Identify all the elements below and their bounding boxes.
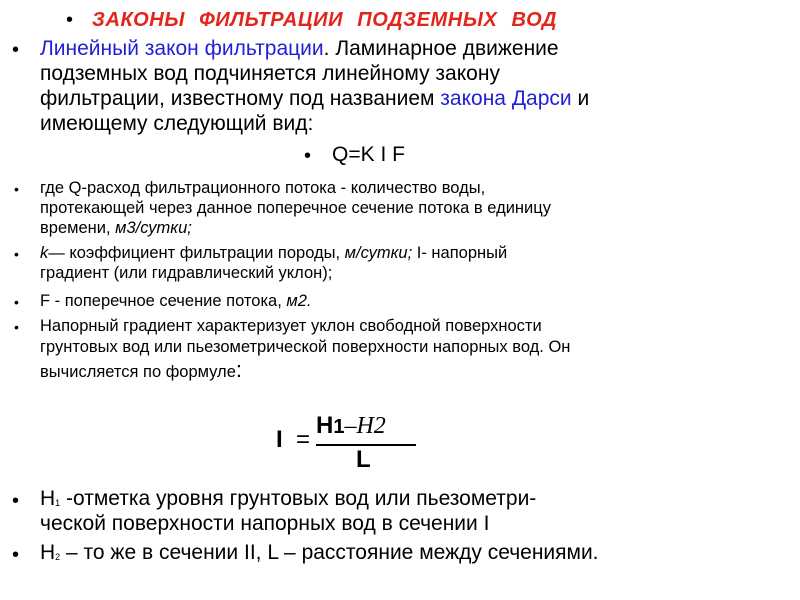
h1-symbol: H [40, 487, 56, 510]
formula-numerator [316, 412, 386, 440]
h2-bullet: • [12, 544, 20, 566]
q-def-line-1: где Q-расход фильтрационного потока - количество воды, [40, 179, 486, 197]
q-def-line-3 [40, 218, 192, 238]
gradient-line-3-text: вычисляется по формуле [40, 363, 236, 381]
formula-h2: H2 [356, 413, 386, 439]
intro-line-3-b: и [571, 87, 590, 110]
title-bullet: • [66, 9, 74, 31]
formula-lhs: I [276, 426, 283, 453]
gradient-line-2: грунтовых вод или пьезометрической поверхности напорных вод. Он [40, 338, 571, 356]
k-def-bullet: • [14, 246, 19, 262]
k-def-line-2: градиент (или гидравлический уклон); [40, 264, 333, 282]
q-unit: м3/сутки; [115, 219, 192, 237]
intro-line-3 [40, 87, 589, 111]
f-def-line [40, 291, 311, 311]
k-def-line-1 [40, 243, 507, 263]
intro-line-1-rest: . Ламинарное движение [323, 37, 559, 60]
h1-subscript: 1 [55, 498, 61, 508]
h1-line-2: ческой поверхности напорных вод в сечении I [40, 512, 490, 535]
k-unit: м/сутки; [344, 244, 413, 262]
h2-subscript: 2 [55, 552, 61, 562]
gradient-line-1: Напорный градиент характеризует уклон свободной поверхности [40, 317, 542, 335]
darcy-law-term: закона Дарси [440, 87, 572, 110]
intro-line-3-a: фильтрации, известному под названием [40, 87, 441, 110]
main-formula: Q=K I F [332, 143, 405, 166]
intro-bullet: • [12, 39, 20, 61]
h2-line-1 [40, 541, 599, 569]
formula-minus: – [344, 413, 357, 439]
q-def-line-3-a: времени, [40, 219, 116, 237]
linear-law-term: Линейный закон фильтрации [40, 37, 324, 60]
formula-h1-sub: 1 [333, 416, 345, 438]
formula-equals: = [296, 426, 311, 453]
f-def-line-a: F - поперечное сечение потока, [40, 292, 287, 310]
k-def-line-1-b: I- напорный [412, 244, 508, 262]
gradient-formula [276, 412, 436, 482]
gradient-bullet: • [14, 319, 19, 335]
intro-line-1 [40, 37, 559, 61]
f-def-bullet: • [14, 294, 19, 310]
intro-line-2: подземных вод подчиняется линейному закону [40, 62, 500, 85]
gradient-colon: : [235, 357, 242, 382]
intro-line-4: имеющему следующий вид: [40, 112, 314, 135]
q-def-line-2: протекающей через данное поперечное сечение потока в единицу [40, 199, 551, 217]
formula-bullet: • [304, 145, 312, 167]
gradient-line-3 [40, 357, 242, 382]
k-symbol: k [40, 244, 49, 262]
q-def-bullet: • [14, 181, 19, 197]
h1-line-1 [40, 487, 536, 515]
h1-line-1-text: -отметка уровня грунтовых вод или пьезометри- [60, 487, 537, 510]
h1-bullet: • [12, 490, 20, 512]
slide-title: ЗАКОНЫ ФИЛЬТРАЦИИ ПОДЗЕМНЫХ ВОД [92, 9, 558, 31]
f-unit: м2. [286, 292, 312, 310]
formula-h1: H [316, 412, 334, 439]
h2-line-1-text: – то же в сечении II, L – расстояние между сечениями. [60, 541, 599, 564]
k-def-line-1-a: — коэффициент фильтрации породы, [48, 244, 345, 262]
h2-symbol: H [40, 541, 56, 564]
formula-denominator: L [356, 446, 371, 473]
